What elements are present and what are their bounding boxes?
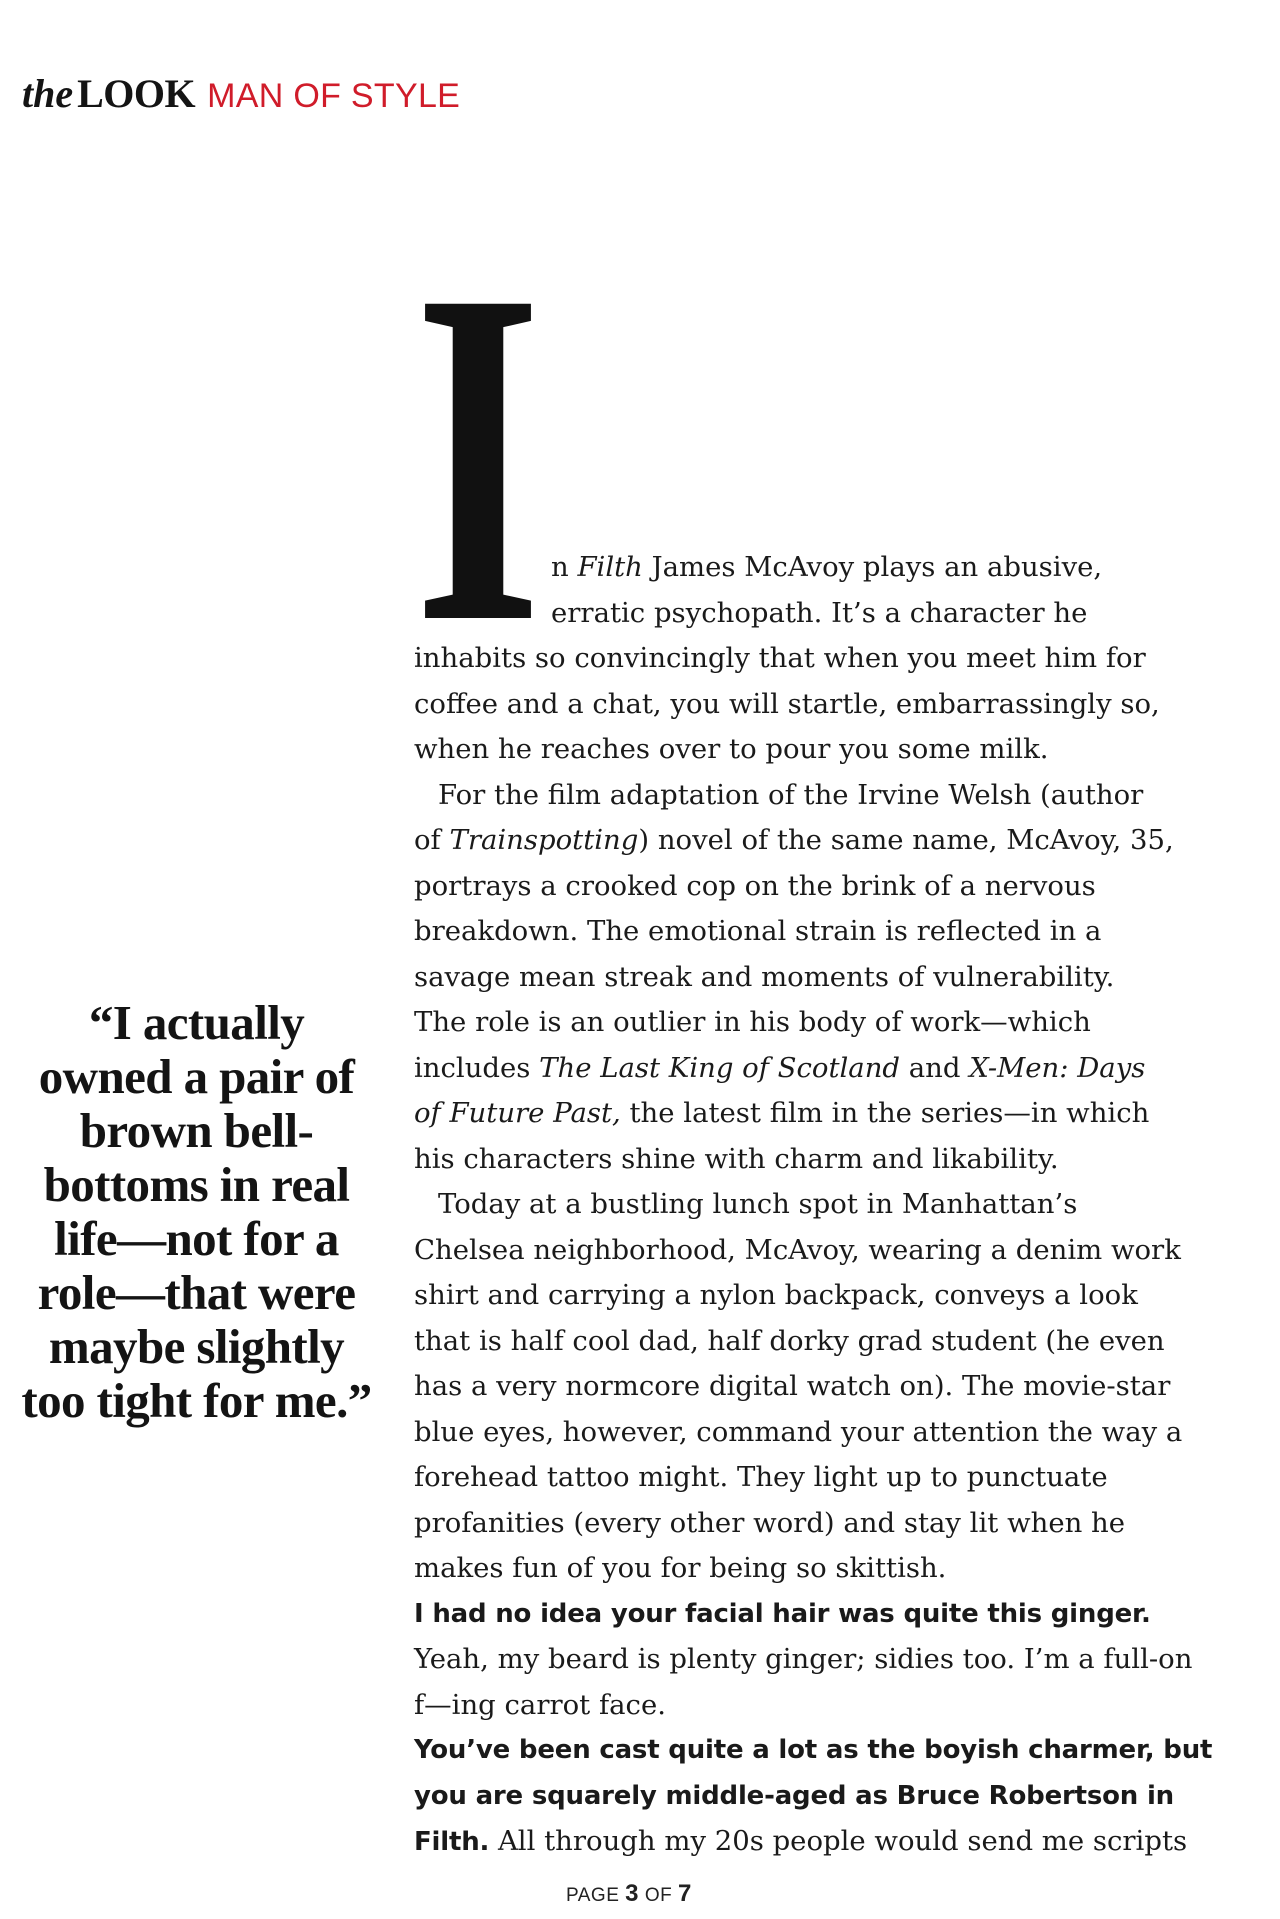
article-line: of Trainspotting) novel of the same name, McAvoy, 35,	[414, 824, 1174, 856]
article-line: The role is an outlier in his body of work—which	[414, 1006, 1091, 1038]
article-line	[414, 1819, 1254, 1865]
interview-question: you are squarely middle-aged as Bruce Robertson in	[414, 1780, 1174, 1811]
pull-quote-line: too tight for me.”	[21, 1373, 372, 1428]
article-line: Today at a bustling lunch spot in Manhattan’s	[438, 1188, 1078, 1220]
article-line: Chelsea neighborhood, McAvoy, wearing a denim work	[414, 1233, 1181, 1266]
article-line: breakdown. The emotional strain is reflected in a	[414, 915, 1102, 947]
section-title: MAN OF STYLE	[207, 77, 461, 115]
article-line: blue eyes, however, command your attention the way a	[414, 1415, 1183, 1448]
pull-quote-line: maybe slightly	[48, 1319, 345, 1374]
article-line: includes The Last King of Scotland and X-Men: Days	[414, 1051, 1146, 1084]
article-line: shirt and carrying a nylon backpack, conveys a look	[414, 1279, 1138, 1311]
article-line: savage mean streak and moments of vulnerability.	[414, 960, 1115, 993]
drop-cap-letter: I	[414, 280, 542, 625]
article-line: his characters shine with charm and likability.	[414, 1142, 1059, 1175]
article-line: erratic psychopath. It’s a character he	[551, 596, 1088, 629]
pull-quote-line: bottoms in real	[43, 1157, 350, 1212]
article-line: portrays a crooked cop on the brink of a nervous	[414, 869, 1096, 902]
pull-quote-line: life—not for a	[54, 1211, 339, 1266]
brand-look: LOOK	[77, 71, 196, 116]
article-line: that is half cool dad, half dorky grad student (he even	[414, 1324, 1165, 1357]
pull-quote-line: owned a pair of	[38, 1049, 355, 1104]
article-line: has a very normcore digital watch on). The movie-star	[414, 1370, 1171, 1402]
interview-question: I had no idea your facial hair was quite this ginger.	[414, 1598, 1151, 1629]
article-line: of Future Past, the latest film in the series—in which	[414, 1097, 1150, 1129]
brand-the: the	[22, 71, 74, 116]
article-line: n Filth James McAvoy plays an abusive,	[551, 551, 1103, 583]
interview-answer-line: Yeah, my beard is plenty ginger; sidies too. I’m a full-on	[414, 1643, 1193, 1675]
of-label: OF	[644, 1885, 673, 1906]
interview-answer: All through my 20s people would send me scripts	[489, 1825, 1188, 1857]
article-line: when he reaches over to pour you some milk.	[414, 733, 1049, 765]
pull-quote-line: brown bell-	[79, 1103, 314, 1158]
article-line: coffee and a chat, you will startle, embarrassingly so,	[414, 687, 1160, 720]
page-total: 7	[677, 1880, 692, 1907]
page-current: 3	[625, 1880, 640, 1907]
interview-answer-line: f—ing carrot face.	[414, 1688, 666, 1721]
pull-quote-line: “I actually	[88, 995, 305, 1050]
article-line: For the film adaptation of the Irvine Welsh (author	[438, 778, 1144, 811]
pull-quote	[14, 996, 379, 1428]
article-line: makes fun of you for being so skittish.	[414, 1552, 947, 1584]
article-line: profanities (every other word) and stay lit when he	[414, 1506, 1126, 1539]
article-body	[414, 545, 1254, 1865]
magazine-header	[22, 71, 461, 116]
article-line: forehead tattoo might. They light up to punctuate	[414, 1461, 1108, 1493]
interview-question: You’ve been cast quite a lot as the boyish charmer, but	[414, 1735, 1213, 1765]
page-indicator	[566, 1880, 692, 1908]
page-label: PAGE	[566, 1885, 620, 1906]
pull-quote-line: role—that were	[37, 1265, 356, 1320]
interview-question: Filth.	[414, 1827, 490, 1857]
article-line: inhabits so convincingly that when you meet him for	[414, 642, 1146, 674]
